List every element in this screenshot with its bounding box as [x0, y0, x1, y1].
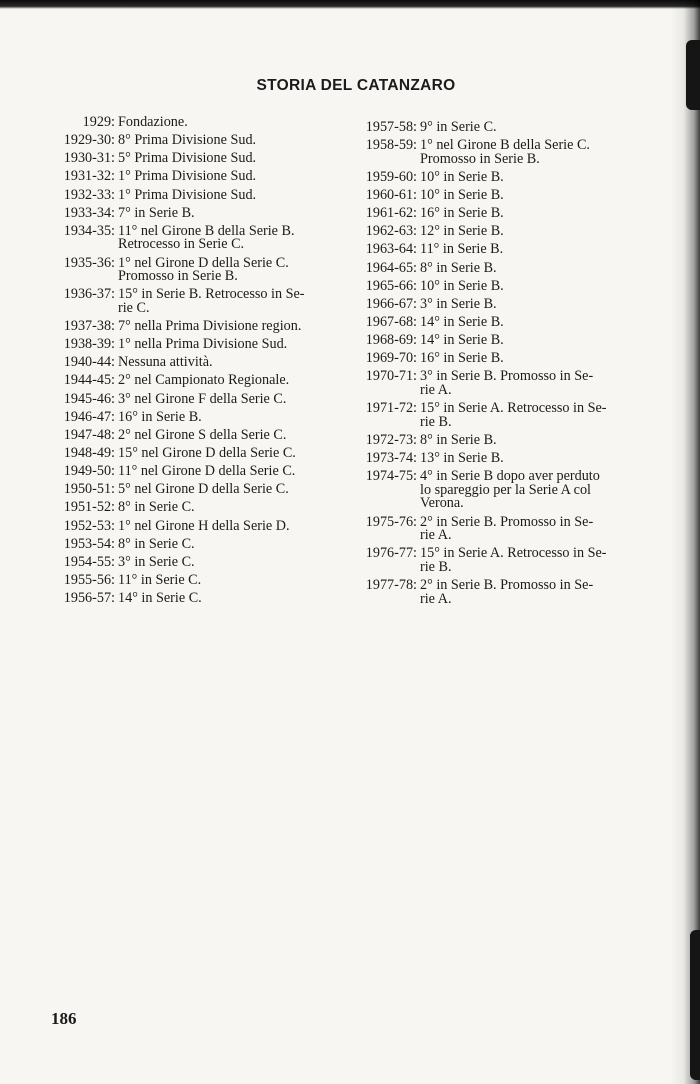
season-year: 1937-38:	[63, 318, 115, 335]
season-year: 1929-30:	[63, 132, 115, 149]
season-entry	[362, 243, 652, 257]
season-year: 1963-64:	[365, 241, 417, 258]
season-result: 1° nel Girone H della Serie D.	[118, 517, 290, 534]
season-result: Fondazione.	[118, 114, 188, 130]
season-result: 11° nel Girone D della Serie C.	[118, 463, 296, 480]
season-year: 1956-57:	[63, 590, 115, 607]
season-entry	[52, 390, 352, 407]
season-year: 1947-48:	[63, 426, 115, 443]
page-number: 186	[51, 1009, 77, 1028]
season-year: 1931-32:	[63, 168, 115, 185]
season-entry	[52, 152, 352, 166]
season-entry	[52, 501, 352, 515]
season-year: 1966-67:	[365, 295, 417, 312]
season-entry	[52, 592, 352, 606]
season-entry	[362, 207, 652, 221]
season-entry	[362, 334, 652, 348]
season-entry	[52, 134, 352, 148]
season-year: 1949-50:	[63, 463, 115, 480]
season-year: 1971-72:	[365, 400, 417, 417]
season-entry	[52, 465, 352, 479]
season-year: 1929:	[82, 114, 115, 130]
season-entry	[52, 320, 352, 334]
left-column	[52, 116, 352, 610]
season-entry	[362, 431, 652, 448]
season-entry	[52, 553, 352, 570]
season-entry	[52, 426, 352, 443]
season-entry	[362, 402, 652, 429]
page-title: STORIA DEL CATANZARO	[256, 77, 456, 94]
season-result: 3° in Serie B.	[420, 295, 497, 312]
season-entry	[52, 374, 352, 388]
season-result: 2° nel Campionato Regionale.	[118, 372, 290, 389]
season-year: 1958-59:	[365, 137, 417, 154]
season-entry	[362, 139, 652, 166]
season-result: 3° nel Girone F della Serie C.	[118, 390, 287, 407]
season-year: 1953-54:	[63, 535, 115, 552]
season-entry	[52, 483, 352, 497]
season-result: 7° in Serie B.	[118, 204, 195, 221]
season-entry	[362, 452, 652, 466]
season-result: 15° nel Girone D della Serie C.	[118, 445, 296, 462]
season-year: 1957-58:	[365, 119, 417, 135]
season-result: 2° in Serie B. Promosso in Se- rie A.	[420, 513, 594, 544]
season-entry	[362, 547, 652, 574]
season-entry	[362, 316, 652, 330]
page-edge-mark	[690, 930, 700, 1080]
season-entry	[362, 513, 652, 544]
season-result: 14° in Serie C.	[118, 590, 202, 607]
season-result: 8° in Serie C.	[118, 535, 195, 552]
season-year: 1954-55:	[63, 553, 115, 570]
page-top-edge-shadow	[0, 0, 700, 9]
season-entry	[52, 574, 352, 588]
season-result: 1° nel Girone B della Serie C. Promosso in Serie B.	[420, 137, 590, 167]
season-year: 1965-66:	[365, 277, 417, 294]
season-entry	[52, 170, 352, 184]
season-result: 11° in Serie B.	[420, 241, 504, 258]
season-entry	[52, 338, 352, 352]
season-year: 1955-56:	[63, 572, 115, 589]
season-entry	[362, 259, 652, 276]
season-result: 10° in Serie B.	[420, 187, 504, 204]
season-entry	[362, 470, 652, 511]
season-entry	[362, 277, 652, 294]
season-entry	[52, 447, 352, 461]
season-result: Nessuna attività.	[118, 354, 213, 371]
season-entry	[52, 408, 352, 425]
season-year: 1950-51:	[63, 481, 115, 498]
season-entry	[362, 295, 652, 312]
season-result: 1° Prima Divisione Sud.	[118, 168, 257, 185]
season-year: 1938-39:	[63, 336, 115, 353]
season-entry	[52, 254, 352, 285]
right-column	[362, 121, 652, 611]
season-result: 15° in Serie B. Retrocesso in Se- rie C.	[118, 286, 305, 316]
season-entry	[362, 576, 652, 607]
season-year: 1973-74:	[365, 450, 417, 467]
season-result: 4° in Serie B dopo aver perduto lo spareggio per la Serie A col Verona.	[420, 468, 600, 512]
season-result: 13° in Serie B.	[420, 450, 504, 467]
season-result: 16° in Serie B.	[420, 205, 504, 222]
season-year: 1972-73:	[365, 431, 417, 448]
season-entry	[52, 222, 352, 253]
season-year: 1975-76:	[365, 513, 417, 530]
page-edge-mark	[686, 40, 700, 110]
season-entry	[362, 225, 652, 239]
season-year: 1952-53:	[63, 517, 115, 534]
season-year: 1961-62:	[365, 205, 417, 222]
season-result: 1° Prima Divisione Sud.	[118, 186, 257, 203]
season-year: 1945-46:	[63, 390, 115, 407]
season-result: 16° in Serie B.	[420, 350, 504, 367]
season-year: 1960-61:	[365, 187, 417, 204]
season-result: 8° Prima Divisione Sud.	[118, 132, 257, 149]
season-year: 1977-78:	[365, 576, 417, 593]
season-year: 1935-36:	[63, 254, 115, 271]
season-year: 1944-45:	[63, 372, 115, 389]
season-year: 1936-37:	[63, 286, 115, 303]
season-year: 1930-31:	[63, 150, 115, 167]
season-entry	[362, 352, 652, 366]
season-entry	[362, 189, 652, 203]
season-entry	[52, 356, 352, 370]
season-result: 5° Prima Divisione Sud.	[118, 150, 257, 167]
season-result: 2° in Serie B. Promosso in Se- rie A.	[420, 576, 594, 607]
season-result: 1° nel Girone D della Serie C. Promosso in Serie B.	[118, 254, 289, 285]
season-result: 3° in Serie C.	[118, 553, 195, 570]
season-result: 8° in Serie B.	[420, 431, 497, 448]
season-result: 8° in Serie C.	[118, 499, 195, 516]
season-result: 14° in Serie B.	[420, 314, 504, 330]
season-year: 1933-34:	[63, 204, 115, 221]
season-entry	[52, 116, 352, 130]
season-result: 16° in Serie B.	[118, 408, 202, 425]
season-year: 1934-35:	[63, 222, 115, 239]
season-year: 1962-63:	[365, 223, 417, 240]
season-entry	[52, 535, 352, 552]
season-result: 10° in Serie B.	[420, 168, 504, 185]
season-result: 10° in Serie B.	[420, 277, 504, 294]
season-result: 14° in Serie B.	[420, 332, 504, 349]
season-entry	[52, 186, 352, 203]
season-entry	[52, 517, 352, 534]
season-year: 1968-69:	[365, 332, 417, 349]
season-entry	[362, 370, 652, 397]
season-result: 11° in Serie C.	[118, 572, 202, 589]
season-year: 1948-49:	[63, 445, 115, 462]
season-result: 15° in Serie A. Retrocesso in Se- rie B.	[420, 545, 607, 575]
season-entry	[52, 288, 352, 315]
season-result: 9° in Serie C.	[420, 119, 497, 135]
season-result: 1° nella Prima Divisione Sud.	[118, 336, 288, 353]
season-year: 1932-33:	[63, 186, 115, 203]
season-entry	[52, 204, 352, 221]
season-entry	[362, 168, 652, 185]
season-year: 1976-77:	[365, 545, 417, 562]
page-right-edge-shadow	[670, 0, 700, 1084]
season-year: 1951-52:	[63, 499, 115, 516]
season-year: 1974-75:	[365, 468, 417, 485]
season-result: 8° in Serie B.	[420, 259, 497, 276]
season-year: 1946-47:	[63, 408, 115, 425]
season-year: 1967-68:	[365, 314, 417, 330]
season-result: 5° nel Girone D della Serie C.	[118, 481, 289, 498]
season-year: 1940-44:	[63, 354, 115, 371]
season-entry	[362, 121, 652, 135]
season-result: 7° nella Prima Divisione region.	[118, 318, 302, 335]
season-year: 1970-71:	[365, 368, 417, 385]
season-year: 1959-60:	[365, 168, 417, 185]
season-result: 12° in Serie B.	[420, 223, 504, 240]
season-result: 11° nel Girone B della Serie B. Retrocesso in Serie C.	[118, 222, 295, 253]
season-result: 2° nel Girone S della Serie C.	[118, 426, 287, 443]
season-result: 15° in Serie A. Retrocesso in Se- rie B.	[420, 400, 607, 430]
season-result: 3° in Serie B. Promosso in Se- rie A.	[420, 368, 594, 399]
season-year: 1969-70:	[365, 350, 417, 367]
season-year: 1964-65:	[365, 259, 417, 276]
